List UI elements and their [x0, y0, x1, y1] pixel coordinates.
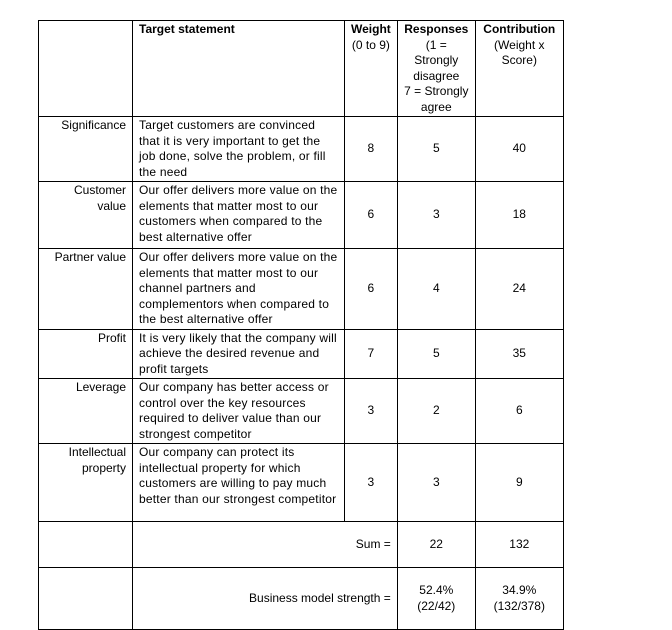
- row-label: Significance: [61, 118, 126, 132]
- header-target-statement-label: Target statement: [139, 22, 235, 36]
- sum-row: [39, 522, 564, 568]
- strength-responses: [397, 568, 475, 630]
- table-row: [39, 182, 564, 249]
- strength-responses-percent: 52.4%: [419, 583, 454, 597]
- row-label-cell: [39, 117, 133, 182]
- weight-cell: 3: [345, 379, 398, 444]
- business-model-strength-table: [38, 20, 564, 630]
- strength-label: Business model strength =: [133, 568, 398, 630]
- strength-contribution-ratio: (132/378): [493, 598, 545, 613]
- strength-contribution: [475, 568, 563, 630]
- response-cell: 2: [397, 379, 475, 444]
- response-cell: 3: [397, 444, 475, 522]
- row-label-cell: [39, 444, 133, 522]
- row-label: Partner value: [54, 250, 126, 264]
- statement-cell: It is very likely that the company will achieve the desired revenue and profit targets: [133, 329, 345, 379]
- table-row: [39, 379, 564, 444]
- row-label-line-2: property: [81, 460, 126, 475]
- strength-contribution-percent: 34.9%: [502, 583, 537, 597]
- sum-label: Sum =: [133, 522, 398, 568]
- row-label: Leverage: [75, 380, 126, 394]
- contribution-cell: 35: [475, 329, 563, 379]
- weight-cell: 3: [345, 444, 398, 522]
- row-label-cell: [39, 182, 133, 249]
- statement-cell: Our offer delivers more value on the elements that matter most to our channel partners and complementors when compared to the best alternative offer: [133, 249, 345, 330]
- header-responses-subtitle-1: (1 = Strongly: [414, 37, 459, 67]
- table-row: [39, 444, 564, 522]
- contribution-cell: 6: [475, 379, 563, 444]
- statement-cell: Our offer delivers more value on the elements that matter most to our customers when compared to the best alternative offer: [133, 182, 345, 249]
- header-row: [39, 21, 564, 117]
- row-label-line-2: value: [97, 198, 126, 213]
- weight-cell: 6: [345, 249, 398, 330]
- contribution-cell: 40: [475, 117, 563, 182]
- row-label-cell: [39, 379, 133, 444]
- header-weight-title: Weight: [351, 22, 391, 36]
- row-label-cell: [39, 249, 133, 330]
- header-contribution-title: Contribution: [483, 22, 556, 36]
- header-contribution-subtitle-2: Score): [501, 53, 537, 67]
- strength-responses-ratio: (22/42): [417, 598, 456, 613]
- row-label-line-1: Customer: [73, 183, 126, 197]
- response-cell: 3: [397, 182, 475, 249]
- header-contribution-subtitle-1: (Weight x: [494, 37, 545, 52]
- header-responses-subtitle-4: agree: [420, 99, 452, 114]
- row-label-cell: [39, 329, 133, 379]
- header-responses-subtitle-3: 7 = Strongly: [404, 84, 469, 98]
- contribution-cell: 18: [475, 182, 563, 249]
- statement-cell: Our company can protect its intellectual property for which customers are willing to pay much better than our strongest competitor: [133, 444, 345, 522]
- statement-cell: Our company has better access or control over the key resources required to deliver value than our strongest competitor: [133, 379, 345, 444]
- table-row: [39, 249, 564, 330]
- contribution-cell: 9: [475, 444, 563, 522]
- response-cell: 5: [397, 117, 475, 182]
- weight-cell: 6: [345, 182, 398, 249]
- header-target-statement: [133, 21, 345, 117]
- header-weight: [345, 21, 398, 117]
- contribution-cell: 24: [475, 249, 563, 330]
- header-responses-title: Responses: [404, 22, 469, 36]
- table-row: [39, 329, 564, 379]
- header-weight-subtitle: (0 to 9): [351, 37, 390, 52]
- sum-contribution: 132: [475, 522, 563, 568]
- row-label: Profit: [97, 330, 126, 345]
- strength-row: [39, 568, 564, 630]
- row-label-line-1: Intellectual: [68, 445, 126, 459]
- header-corner-cell: [39, 21, 133, 117]
- sum-empty-cell: [39, 522, 133, 568]
- weight-cell: 8: [345, 117, 398, 182]
- header-contribution: [475, 21, 563, 117]
- header-responses-subtitle-2: disagree: [413, 68, 460, 83]
- statement-cell: Target customers are convinced that it is very important to get the job done, solve the problem, or fill the need: [133, 117, 345, 182]
- response-cell: 5: [397, 329, 475, 379]
- sum-responses: 22: [397, 522, 475, 568]
- strength-empty-cell: [39, 568, 133, 630]
- weight-cell: 7: [345, 329, 398, 379]
- table-row: [39, 117, 564, 182]
- header-responses: [397, 21, 475, 117]
- response-cell: 4: [397, 249, 475, 330]
